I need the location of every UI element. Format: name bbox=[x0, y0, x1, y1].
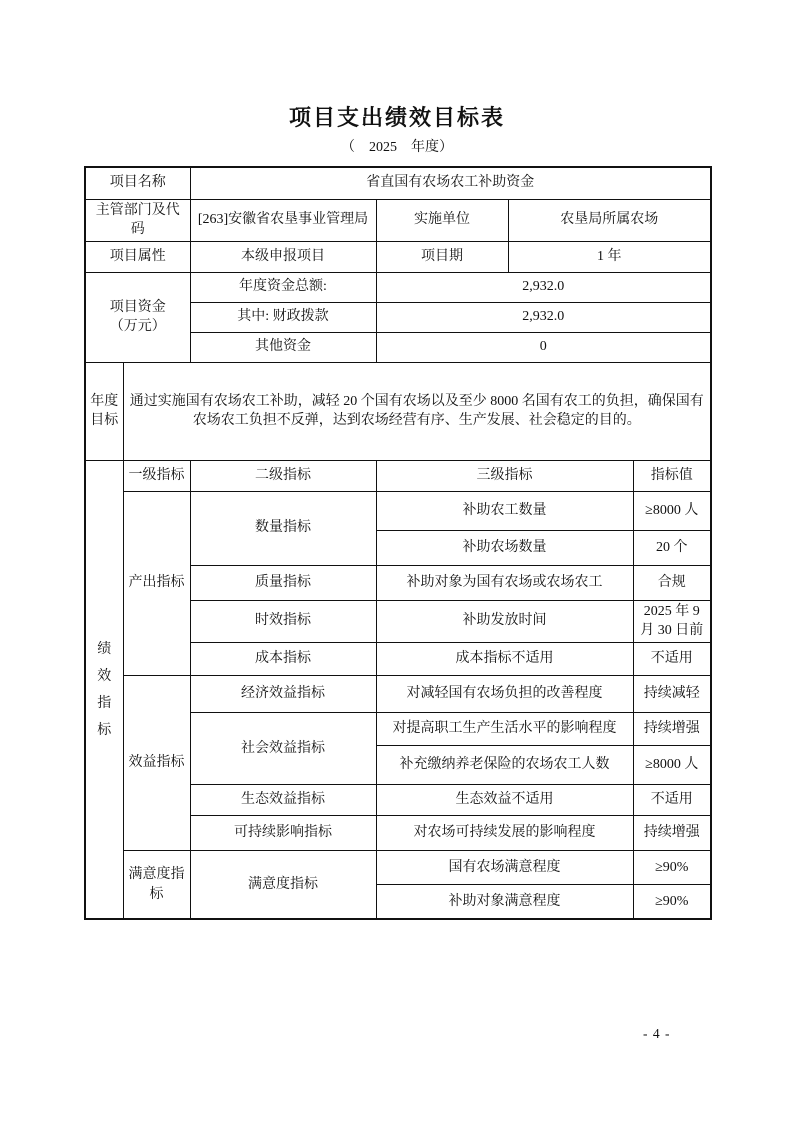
project-period-label: 项目期 bbox=[376, 241, 508, 272]
table-row bbox=[85, 460, 711, 491]
indicator-value: 不适用 bbox=[633, 642, 711, 675]
indicator-value: 2025 年 9 月 30 日前 bbox=[633, 600, 711, 642]
indicator-l3: 补助农工数量 bbox=[376, 491, 633, 530]
perf-header-level3: 三级指标 bbox=[376, 460, 633, 491]
indicator-l2-economic: 经济效益指标 bbox=[190, 675, 376, 712]
indicator-l3: 补助发放时间 bbox=[376, 600, 633, 642]
funds-label bbox=[85, 272, 190, 362]
perf-header-level1: 一级指标 bbox=[123, 460, 190, 491]
indicator-l3: 补充缴纳养老保险的农场农工人数 bbox=[376, 745, 633, 784]
table-row bbox=[85, 362, 711, 460]
perf-header-value: 指标值 bbox=[633, 460, 711, 491]
indicator-l3: 补助对象为国有农场或农场农工 bbox=[376, 565, 633, 600]
project-period-value: 1 年 bbox=[508, 241, 711, 272]
funds-label-line2: （万元） bbox=[109, 319, 166, 335]
table-row bbox=[85, 167, 711, 199]
annual-goal-label-line2: 目标 bbox=[90, 413, 119, 429]
table-row bbox=[85, 675, 711, 712]
funds-fiscal-value: 2,932.0 bbox=[376, 302, 711, 332]
indicator-value: 不适用 bbox=[633, 784, 711, 815]
indicator-value: ≥8000 人 bbox=[633, 745, 711, 784]
impl-unit-label: 实施单位 bbox=[376, 199, 508, 241]
funds-total-label: 年度资金总额: bbox=[190, 272, 376, 302]
indicator-l3: 国有农场满意程度 bbox=[376, 850, 633, 884]
indicator-l2-quality: 质量指标 bbox=[190, 565, 376, 600]
indicator-l1-output: 产出指标 bbox=[123, 491, 190, 675]
funds-total-value: 2,932.0 bbox=[376, 272, 711, 302]
page-number: - 4 - bbox=[643, 1026, 671, 1041]
annual-goal-text: 通过实施国有农场农工补助，减轻 20 个国有农场以及至少 8000 名国有农工的负担，确保国有农场农工负担不反弹，达到农场经营有序、生产发展、社会稳定的目的。 bbox=[123, 362, 711, 460]
indicator-l2-cost: 成本指标 bbox=[190, 642, 376, 675]
project-name-label: 项目名称 bbox=[85, 167, 190, 199]
funds-label-line1: 项目资金 bbox=[109, 299, 166, 315]
indicator-l2-ecological: 生态效益指标 bbox=[190, 784, 376, 815]
page-subtitle: （ 2025 年度） bbox=[341, 140, 453, 155]
indicator-l3: 补助对象满意程度 bbox=[376, 884, 633, 919]
perf-side-label bbox=[85, 460, 123, 919]
indicator-l3: 对农场可持续发展的影响程度 bbox=[376, 815, 633, 850]
indicator-l3: 生态效益不适用 bbox=[376, 784, 633, 815]
page-title: 项目支出绩效目标表 bbox=[288, 105, 505, 130]
table-row bbox=[85, 850, 711, 884]
indicator-l2-timeliness: 时效指标 bbox=[190, 600, 376, 642]
table-row bbox=[85, 272, 711, 302]
perf-header-level2: 二级指标 bbox=[190, 460, 376, 491]
dept-code-value: [263]安徽省农垦事业管理局 bbox=[190, 199, 376, 241]
indicator-value: 合规 bbox=[633, 565, 711, 600]
funds-fiscal-label: 其中: 财政拨款 bbox=[190, 302, 376, 332]
indicator-value: 持续增强 bbox=[633, 815, 711, 850]
indicator-l3: 成本指标不适用 bbox=[376, 642, 633, 675]
indicator-l3: 对提高职工生产生活水平的影响程度 bbox=[376, 712, 633, 745]
funds-other-label: 其他资金 bbox=[190, 332, 376, 362]
indicator-l1-benefit: 效益指标 bbox=[123, 675, 190, 850]
dept-code-label: 主管部门及代码 bbox=[85, 199, 190, 241]
impl-unit-value: 农垦局所属农场 bbox=[508, 199, 711, 241]
funds-other-value: 0 bbox=[376, 332, 711, 362]
project-name-value: 省直国有农场农工补助资金 bbox=[190, 167, 711, 199]
annual-goal-label bbox=[85, 362, 123, 460]
indicator-l1-satisfaction: 满意度指标 bbox=[123, 850, 190, 919]
indicator-l2-social: 社会效益指标 bbox=[190, 712, 376, 784]
indicator-value: 持续减轻 bbox=[633, 675, 711, 712]
indicator-l2-satisfaction: 满意度指标 bbox=[190, 850, 376, 919]
indicator-value: ≥8000 人 bbox=[633, 491, 711, 530]
table-row bbox=[85, 491, 711, 530]
annual-goal-label-line1: 年度 bbox=[90, 393, 119, 409]
project-attr-value: 本级申报项目 bbox=[190, 241, 376, 272]
indicator-l2-sustainable: 可持续影响指标 bbox=[190, 815, 376, 850]
table-row bbox=[85, 241, 711, 272]
indicator-l3: 补助农场数量 bbox=[376, 530, 633, 565]
table-row bbox=[85, 199, 711, 241]
indicator-value: ≥90% bbox=[633, 850, 711, 884]
project-attr-label: 项目属性 bbox=[85, 241, 190, 272]
performance-target-table bbox=[84, 166, 712, 920]
indicator-l2-quantity: 数量指标 bbox=[190, 491, 376, 565]
indicator-value: 20 个 bbox=[633, 530, 711, 565]
perf-side-label-text: 绩效指标 bbox=[97, 641, 112, 738]
indicator-value: 持续增强 bbox=[633, 712, 711, 745]
indicator-value: ≥90% bbox=[633, 884, 711, 919]
indicator-l3: 对减轻国有农场负担的改善程度 bbox=[376, 675, 633, 712]
